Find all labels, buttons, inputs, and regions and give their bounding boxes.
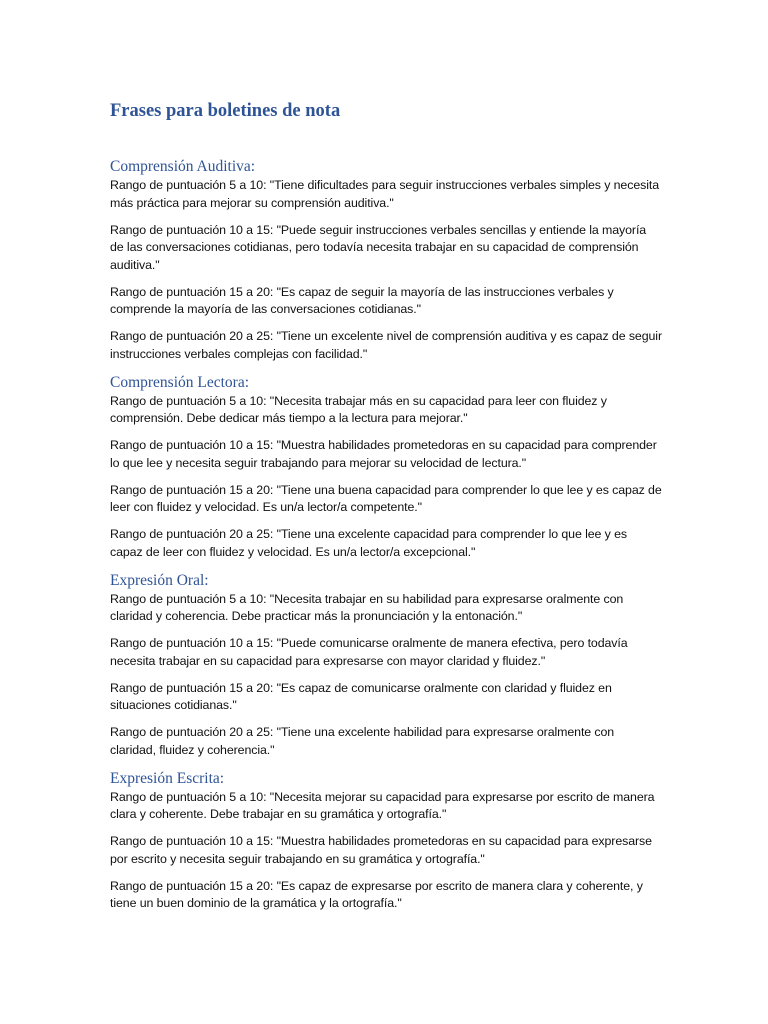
document-page: [110, 98, 662, 922]
paragraph: Rango de puntuación 20 a 25: "Tiene una excelente capacidad para comprender lo que lee y es capaz de leer con fluidez y velocidad. Es un/a lector/a excepcional.": [110, 527, 627, 559]
paragraph: Rango de puntuación 15 a 20: "Es capaz de expresarse por escrito de manera clara y coherente, y tiene un buen dominio de la gramática y la ortografía.": [110, 878, 643, 910]
paragraph: Rango de puntuación 5 a 10: "Tiene dificultades para seguir instrucciones verbales simples y necesita más práctica para mejorar su comprensión auditiva.": [110, 178, 659, 210]
section-comprension-auditiva: [110, 157, 662, 363]
paragraph: Rango de puntuación 10 a 15: "Puede comunicarse oralmente de manera efectiva, pero todavía necesita trabajar en su capacidad para expresarse con mayor claridad y fluidez.": [110, 636, 628, 668]
paragraph: Rango de puntuación 10 a 15: "Muestra habilidades prometedoras en su capacidad para comprender lo que lee y necesita seguir trabajando para mejorar su velocidad de lectura.": [110, 438, 657, 470]
section-comprension-lectora: [110, 373, 662, 562]
paragraph: Rango de puntuación 10 a 15: "Muestra habilidades prometedoras en su capacidad para expresarse por escrito y necesita seguir trabajando en su gramática y ortografía.": [110, 834, 652, 866]
paragraph: Rango de puntuación 20 a 25: "Tiene una excelente habilidad para expresarse oralmente con claridad, fluidez y coherencia.": [110, 725, 615, 757]
section-heading: Expresión Oral:: [110, 571, 209, 589]
section-heading: Expresión Escrita:: [110, 769, 225, 787]
paragraph: Rango de puntuación 15 a 20: "Es capaz de comunicarse oralmente con claridad y fluidez en situaciones cotidianas.": [110, 680, 612, 712]
paragraph: Rango de puntuación 15 a 20: "Tiene una buena capacidad para comprender lo que lee y es capaz de leer con fluidez y velocidad. Es un/a lector/a competente.": [110, 482, 662, 514]
section-expresion-oral: [110, 571, 662, 760]
section-expresion-escrita: [110, 769, 662, 913]
document-title: Frases para boletines de nota: [110, 101, 341, 121]
paragraph: Rango de puntuación 5 a 10: "Necesita trabajar más en su capacidad para leer con fluidez y comprensión. Debe dedicar más tiempo a la lectura para mejorar.": [110, 393, 607, 425]
section-heading: Comprensión Lectora:: [110, 373, 250, 391]
paragraph: Rango de puntuación 10 a 15: "Puede seguir instrucciones verbales sencillas y entiende la mayoría de las conversaciones cotidianas, pero todavía necesita trabajar en su capacidad de comprensión auditiva.": [110, 222, 647, 272]
paragraph: Rango de puntuación 15 a 20: "Es capaz de seguir la mayoría de las instrucciones verbales y comprende la mayoría de las conversaciones cotidianas.": [110, 284, 614, 316]
paragraph: Rango de puntuación 5 a 10: "Necesita mejorar su capacidad para expresarse por escrito de manera clara y coherente. Debe trabajar en su gramática y ortografía.": [110, 789, 655, 821]
paragraph: Rango de puntuación 20 a 25: "Tiene un excelente nivel de comprensión auditiva y es capaz de seguir instrucciones verbales complejas con facilidad.": [110, 329, 662, 361]
section-heading: Comprensión Auditiva:: [110, 158, 256, 175]
paragraph: Rango de puntuación 5 a 10: "Necesita trabajar en su habilidad para expresarse oralmente con claridad y coherencia. Debe practicar más la pronunciación y la entonación.": [110, 591, 624, 623]
